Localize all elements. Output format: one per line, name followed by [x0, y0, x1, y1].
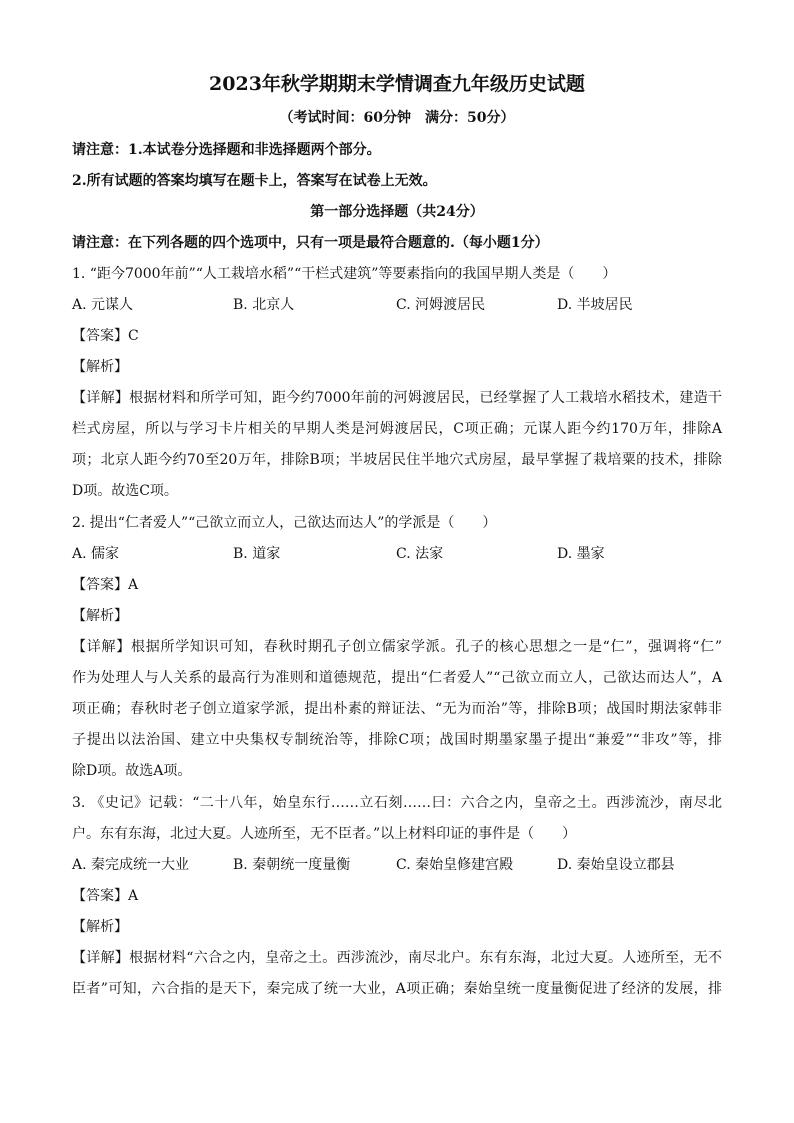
option-a: A. 元谋人 — [72, 297, 134, 313]
option-b: B. 道家 — [233, 546, 281, 562]
detail-line: 作为处理人与人关系的最高行为准则和道德规范，提出“仁者爱人”“己欲立而立人，己欲达而达人”，A — [72, 670, 722, 686]
analysis-label: 【解析】 — [72, 359, 128, 375]
notice-line-1: 请注意：1.本试卷分选择题和非选择题两个部分。 — [72, 142, 381, 158]
detail-line: 栏式房屋，所以与学习卡片相关的早期人类是河姆渡居民，C项正确；元谋人距今约170万年，排除A — [72, 421, 722, 437]
option-b: B. 北京人 — [233, 297, 295, 313]
detail-line: 【详解】根据所学知识可知，春秋时期孔子创立儒家学派。孔子的核心思想之一是“仁”，强调将“仁” — [72, 639, 722, 655]
page-title: 2023年秋学期期末学情调查九年级历史试题 — [209, 73, 585, 95]
detail-line: 子提出以法治国、建立中央集权专制统治等，排除C项；战国时期墨家墨子提出“兼爱”“非攻”等，排 — [72, 732, 722, 748]
answer: 【答案】A — [72, 888, 139, 904]
question-stem: 1. “距今7000年前”“人工栽培水稻”“干栏式建筑”等要素指向的我国早期人类是（ ） — [72, 266, 617, 282]
option-b: B. 秦朝统一度量衡 — [233, 857, 351, 873]
answer: 【答案】A — [72, 577, 139, 593]
option-c: C. 法家 — [396, 546, 444, 562]
question-stem: 户。东有东海，北过大夏。人迹所至，无不臣者。”以上材料印证的事件是（ ） — [72, 826, 577, 842]
analysis-label: 【解析】 — [72, 919, 128, 935]
detail-line: 【详解】根据材料“六合之内，皇帝之土。西涉流沙，南尽北户。东有东海，北过大夏。人迹所至，无不 — [72, 950, 722, 966]
detail-line: 【详解】根据材料和所学可知，距今约7000年前的河姆渡居民，已经掌握了人工栽培水稻技术，建造干 — [72, 390, 722, 406]
option-d: D. 秦始皇设立郡县 — [557, 857, 675, 873]
detail-line: 臣者”可知，六合指的是天下，秦完成了统一大业，A项正确；秦始皇统一度量衡促进了经济的发展，排 — [72, 981, 722, 997]
detail-line: 除D项。故选A项。 — [72, 763, 192, 779]
option-a: A. 秦完成统一大业 — [72, 857, 190, 873]
option-c: C. 秦始皇修建宫殿 — [396, 857, 514, 873]
part-title: 第一部分选择题（共24分） — [310, 204, 484, 220]
part-instruction: 请注意：在下列各题的四个选项中，只有一项是最符合题意的.（每小题1分） — [72, 235, 549, 251]
exam-info: （考试时间：60分钟 满分：50分） — [279, 110, 515, 126]
notice-line-2: 2.所有试题的答案均填写在题卡上，答案写在试卷上无效。 — [72, 173, 437, 189]
option-a: A. 儒家 — [72, 546, 120, 562]
option-c: C. 河姆渡居民 — [396, 297, 486, 313]
question-stem: 2. 提出“仁者爱人”“己欲立而立人，己欲达而达人”的学派是（ ） — [72, 515, 497, 531]
option-d: D. 半坡居民 — [557, 297, 633, 313]
answer: 【答案】C — [72, 328, 139, 344]
question-stem: 3. 《史记》记载：“二十八年，始皇东行……立石刻……曰：六合之内，皇帝之土。西涉流沙，南尽北 — [72, 795, 722, 811]
option-d: D. 墨家 — [557, 546, 605, 562]
detail-line: 项正确；春秋时老子创立道家学派，提出朴素的辩证法、“无为而治”等，排除B项；战国时期法家韩非 — [72, 701, 722, 717]
detail-line: 项；北京人距今约70至20万年，排除B项；半坡居民住半地穴式房屋，最早掌握了栽培粟的技术，排除 — [72, 452, 722, 468]
detail-line: D项。故选C项。 — [72, 483, 178, 499]
analysis-label: 【解析】 — [72, 608, 128, 624]
